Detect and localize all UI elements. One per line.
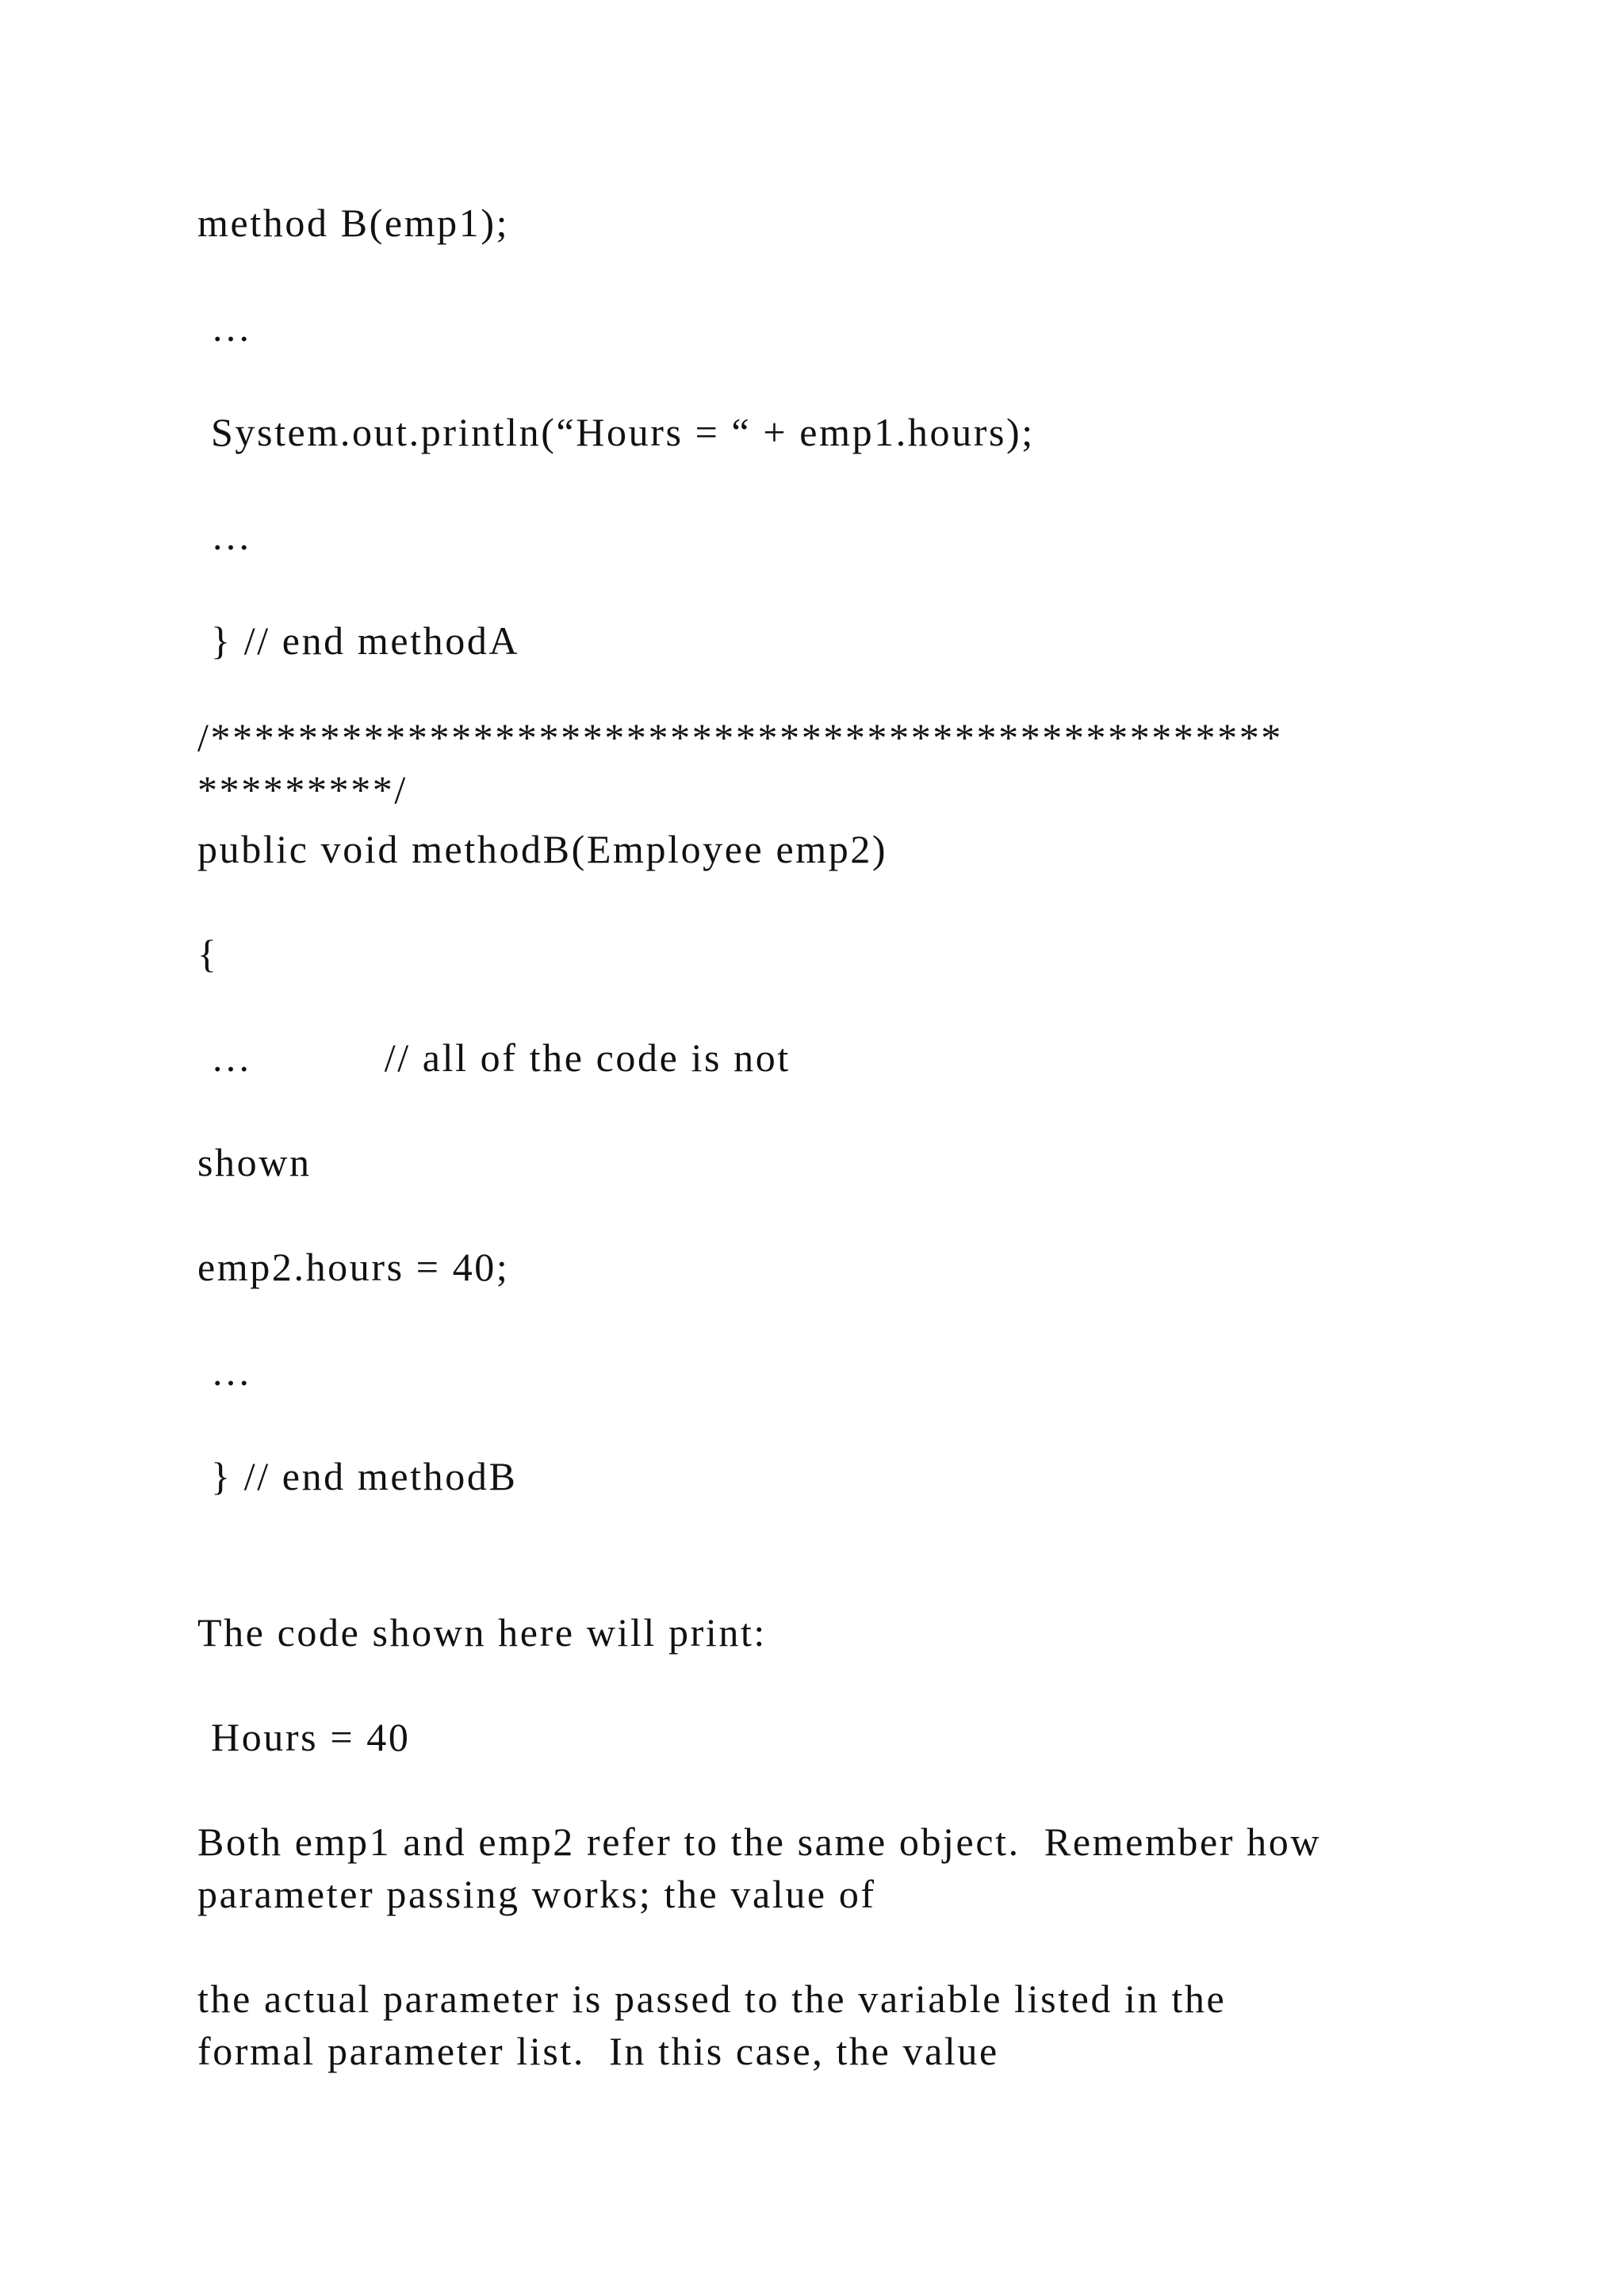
paragraph-print-intro: The code shown here will print:: [197, 1610, 767, 1655]
code-line-comment-divider: /*************************************************: [197, 715, 1283, 760]
code-line-method-b-signature: public void methodB(Employee emp2): [197, 827, 888, 871]
code-line-end-method-a: } // end methodA: [211, 618, 520, 663]
code-line-method-b-call: method B(emp1);: [197, 201, 510, 245]
code-line-comment-not-shown: … // all of the code is not: [211, 1035, 791, 1080]
code-line-open-brace: {: [197, 932, 219, 976]
code-line-ellipsis: …: [211, 305, 253, 350]
paragraph-explanation-line: the actual parameter is passed to the variable listed in the: [197, 1976, 1227, 2021]
paragraph-explanation-line: parameter passing works; the value of: [197, 1872, 876, 1916]
code-line-ellipsis: …: [211, 1349, 253, 1394]
code-line-end-method-b: } // end methodB: [211, 1454, 518, 1498]
paragraph-explanation-line: formal parameter list. In this case, the value: [197, 2029, 999, 2073]
code-line-ellipsis: …: [211, 514, 253, 558]
paragraph-explanation-line: Both emp1 and emp2 refer to the same object. Remember how: [197, 1820, 1322, 1864]
code-line-shown: shown: [197, 1140, 312, 1184]
code-line-assign-hours: emp2.hours = 40;: [197, 1245, 510, 1289]
code-line-comment-divider-end: *********/: [197, 767, 408, 812]
output-hours: Hours = 40: [211, 1715, 411, 1759]
code-line-println: System.out.println(“Hours = “ + emp1.hours);: [211, 410, 1035, 454]
